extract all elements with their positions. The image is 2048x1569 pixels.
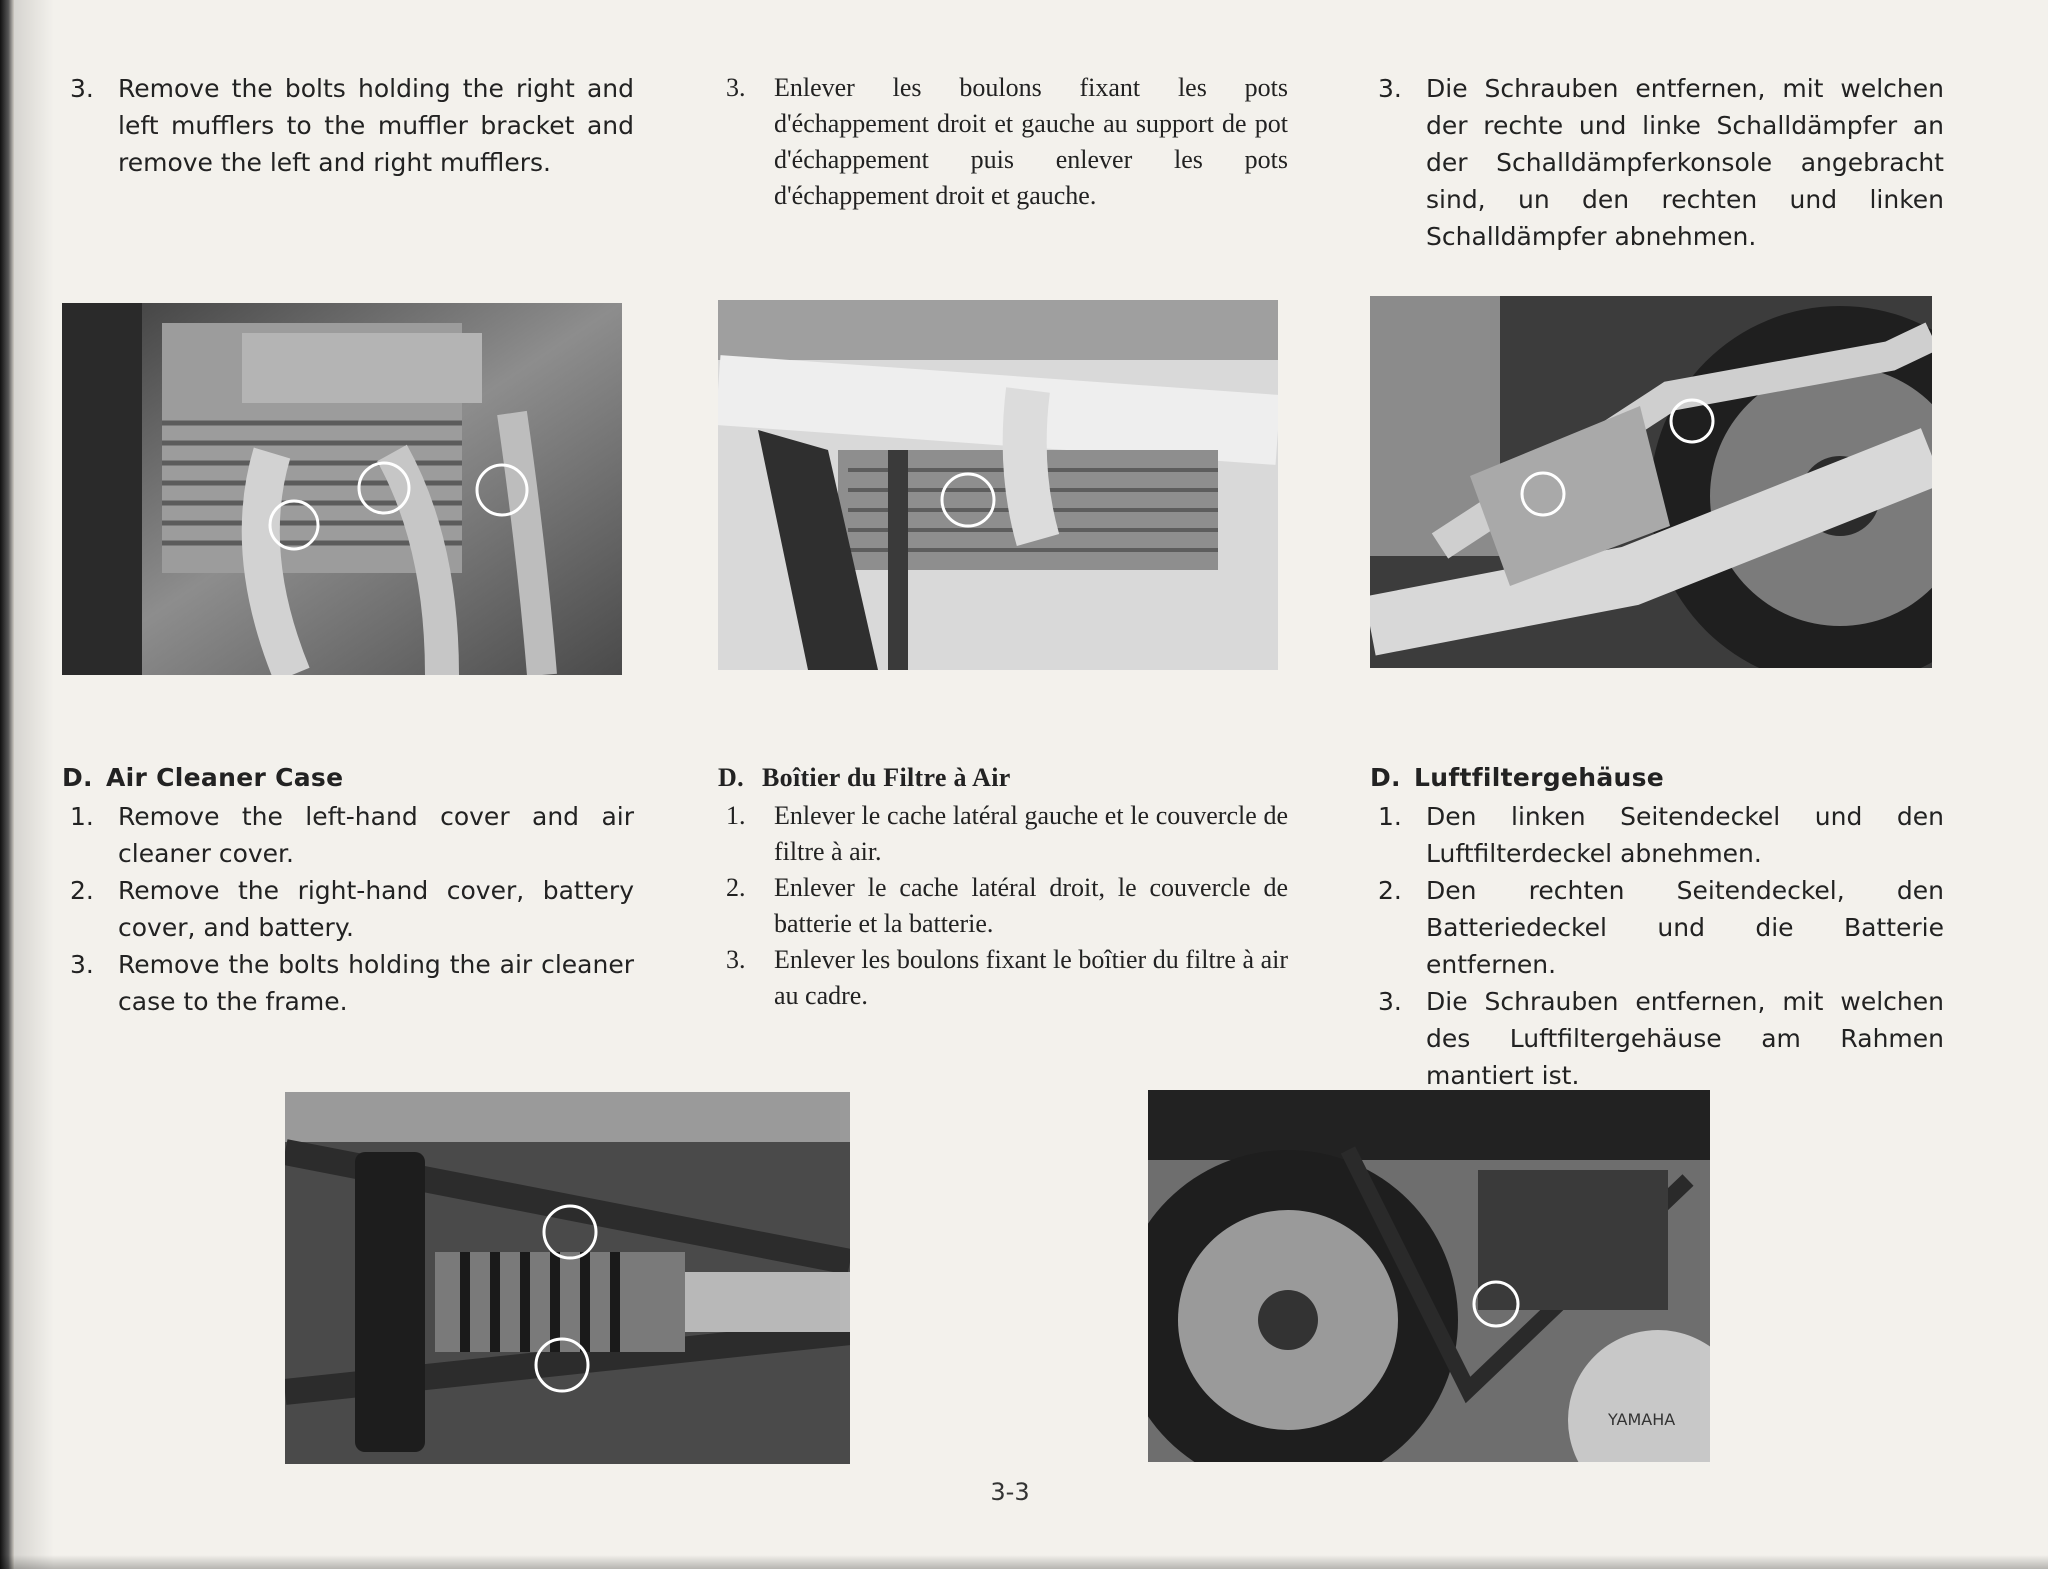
section-heading — [62, 760, 634, 796]
step-number: 1. — [70, 802, 94, 831]
step-text: Remove the bolts holding the right and left mufflers to the muffler bracket and remove the left and right mufflers. — [118, 74, 634, 177]
step-number: 3. — [726, 945, 746, 974]
section-letter: D. — [1370, 763, 1401, 792]
photo-muffler-bracket — [718, 300, 1278, 670]
step-text: Enlever le cache latéral droit, le couvercle de batterie et la batterie. — [774, 873, 1288, 938]
section-letter: D. — [62, 763, 93, 792]
step-text: Den linken Seitendeckel und den Luftfilterdeckel abnehmen. — [1426, 802, 1944, 868]
english-step1 — [62, 798, 634, 872]
german-section-d — [1370, 760, 1944, 1094]
page-number: 3-3 — [990, 1478, 1030, 1506]
english-step2 — [62, 872, 634, 946]
yamaha-logo-text: YAMAHA — [1608, 1410, 1676, 1429]
step-number: 3. — [726, 73, 746, 102]
photo-engine-exhaust — [62, 303, 622, 675]
step-number: 3. — [1378, 987, 1402, 1016]
german-step3-block — [1370, 70, 1944, 255]
french-step2 — [718, 870, 1288, 942]
english-step3b — [62, 946, 634, 1020]
step-number: 3. — [70, 74, 94, 103]
section-title: Air Cleaner Case — [106, 763, 344, 792]
step-number: 3. — [70, 950, 94, 979]
english-step3 — [62, 70, 634, 181]
step-number: 2. — [1378, 876, 1402, 905]
french-step3 — [718, 70, 1288, 214]
photo-rear-muffler — [1370, 296, 1932, 668]
french-section-d — [718, 760, 1288, 1014]
page-binding-edge — [0, 0, 14, 1569]
german-step3 — [1370, 70, 1944, 255]
step-text: Remove the right-hand cover, battery cover, and battery. — [118, 876, 634, 942]
german-step3b — [1370, 983, 1944, 1094]
step-text: Die Schrauben entfernen, mit welchen der rechte und linke Schalldämpfer an der Schalldämpferkonsole angebracht sind, un den rechten und linken Schalldämpfer abnehmen. — [1426, 74, 1944, 251]
step-text: Remove the bolts holding the air cleaner case to the frame. — [118, 950, 634, 1016]
german-step2 — [1370, 872, 1944, 983]
english-section-d — [62, 760, 634, 1020]
step-number: 1. — [1378, 802, 1402, 831]
page-binding-shadow — [14, 0, 54, 1569]
french-step3-block — [718, 70, 1288, 214]
section-heading — [718, 760, 1288, 796]
section-title: Luftfiltergehäuse — [1414, 763, 1665, 792]
step-number: 2. — [70, 876, 94, 905]
photo-air-cleaner-frame — [285, 1092, 850, 1464]
section-heading — [1370, 760, 1944, 796]
english-step3-block — [62, 70, 634, 181]
step-number: 1. — [726, 801, 746, 830]
step-text: Remove the left-hand cover and air cleaner cover. — [118, 802, 634, 868]
step-text: Die Schrauben entfernen, mit welchen des Luftfiltergehäuse am Rahmen mantiert ist. — [1426, 987, 1944, 1090]
page-bottom-edge — [0, 1555, 2048, 1569]
step-number: 3. — [1378, 74, 1402, 103]
step-text: Enlever les boulons fixant le boîtier du filtre à air au cadre. — [774, 945, 1288, 1010]
step-number: 2. — [726, 873, 746, 902]
french-step3b — [718, 942, 1288, 1014]
step-text: Den rechten Seitendeckel, den Batteriedeckel und die Batterie entfernen. — [1426, 876, 1944, 979]
french-step1 — [718, 798, 1288, 870]
german-step1 — [1370, 798, 1944, 872]
photo-frame-side — [1148, 1090, 1710, 1462]
step-text: Enlever les boulons fixant les pots d'échappement droit et gauche au support de pot d'échappement puis enlever les pots d'échappement droit et gauche. — [774, 73, 1288, 210]
section-title: Boîtier du Filtre à Air — [762, 763, 1011, 792]
step-text: Enlever le cache latéral gauche et le couvercle de filtre à air. — [774, 801, 1288, 866]
section-letter: D. — [718, 763, 744, 792]
